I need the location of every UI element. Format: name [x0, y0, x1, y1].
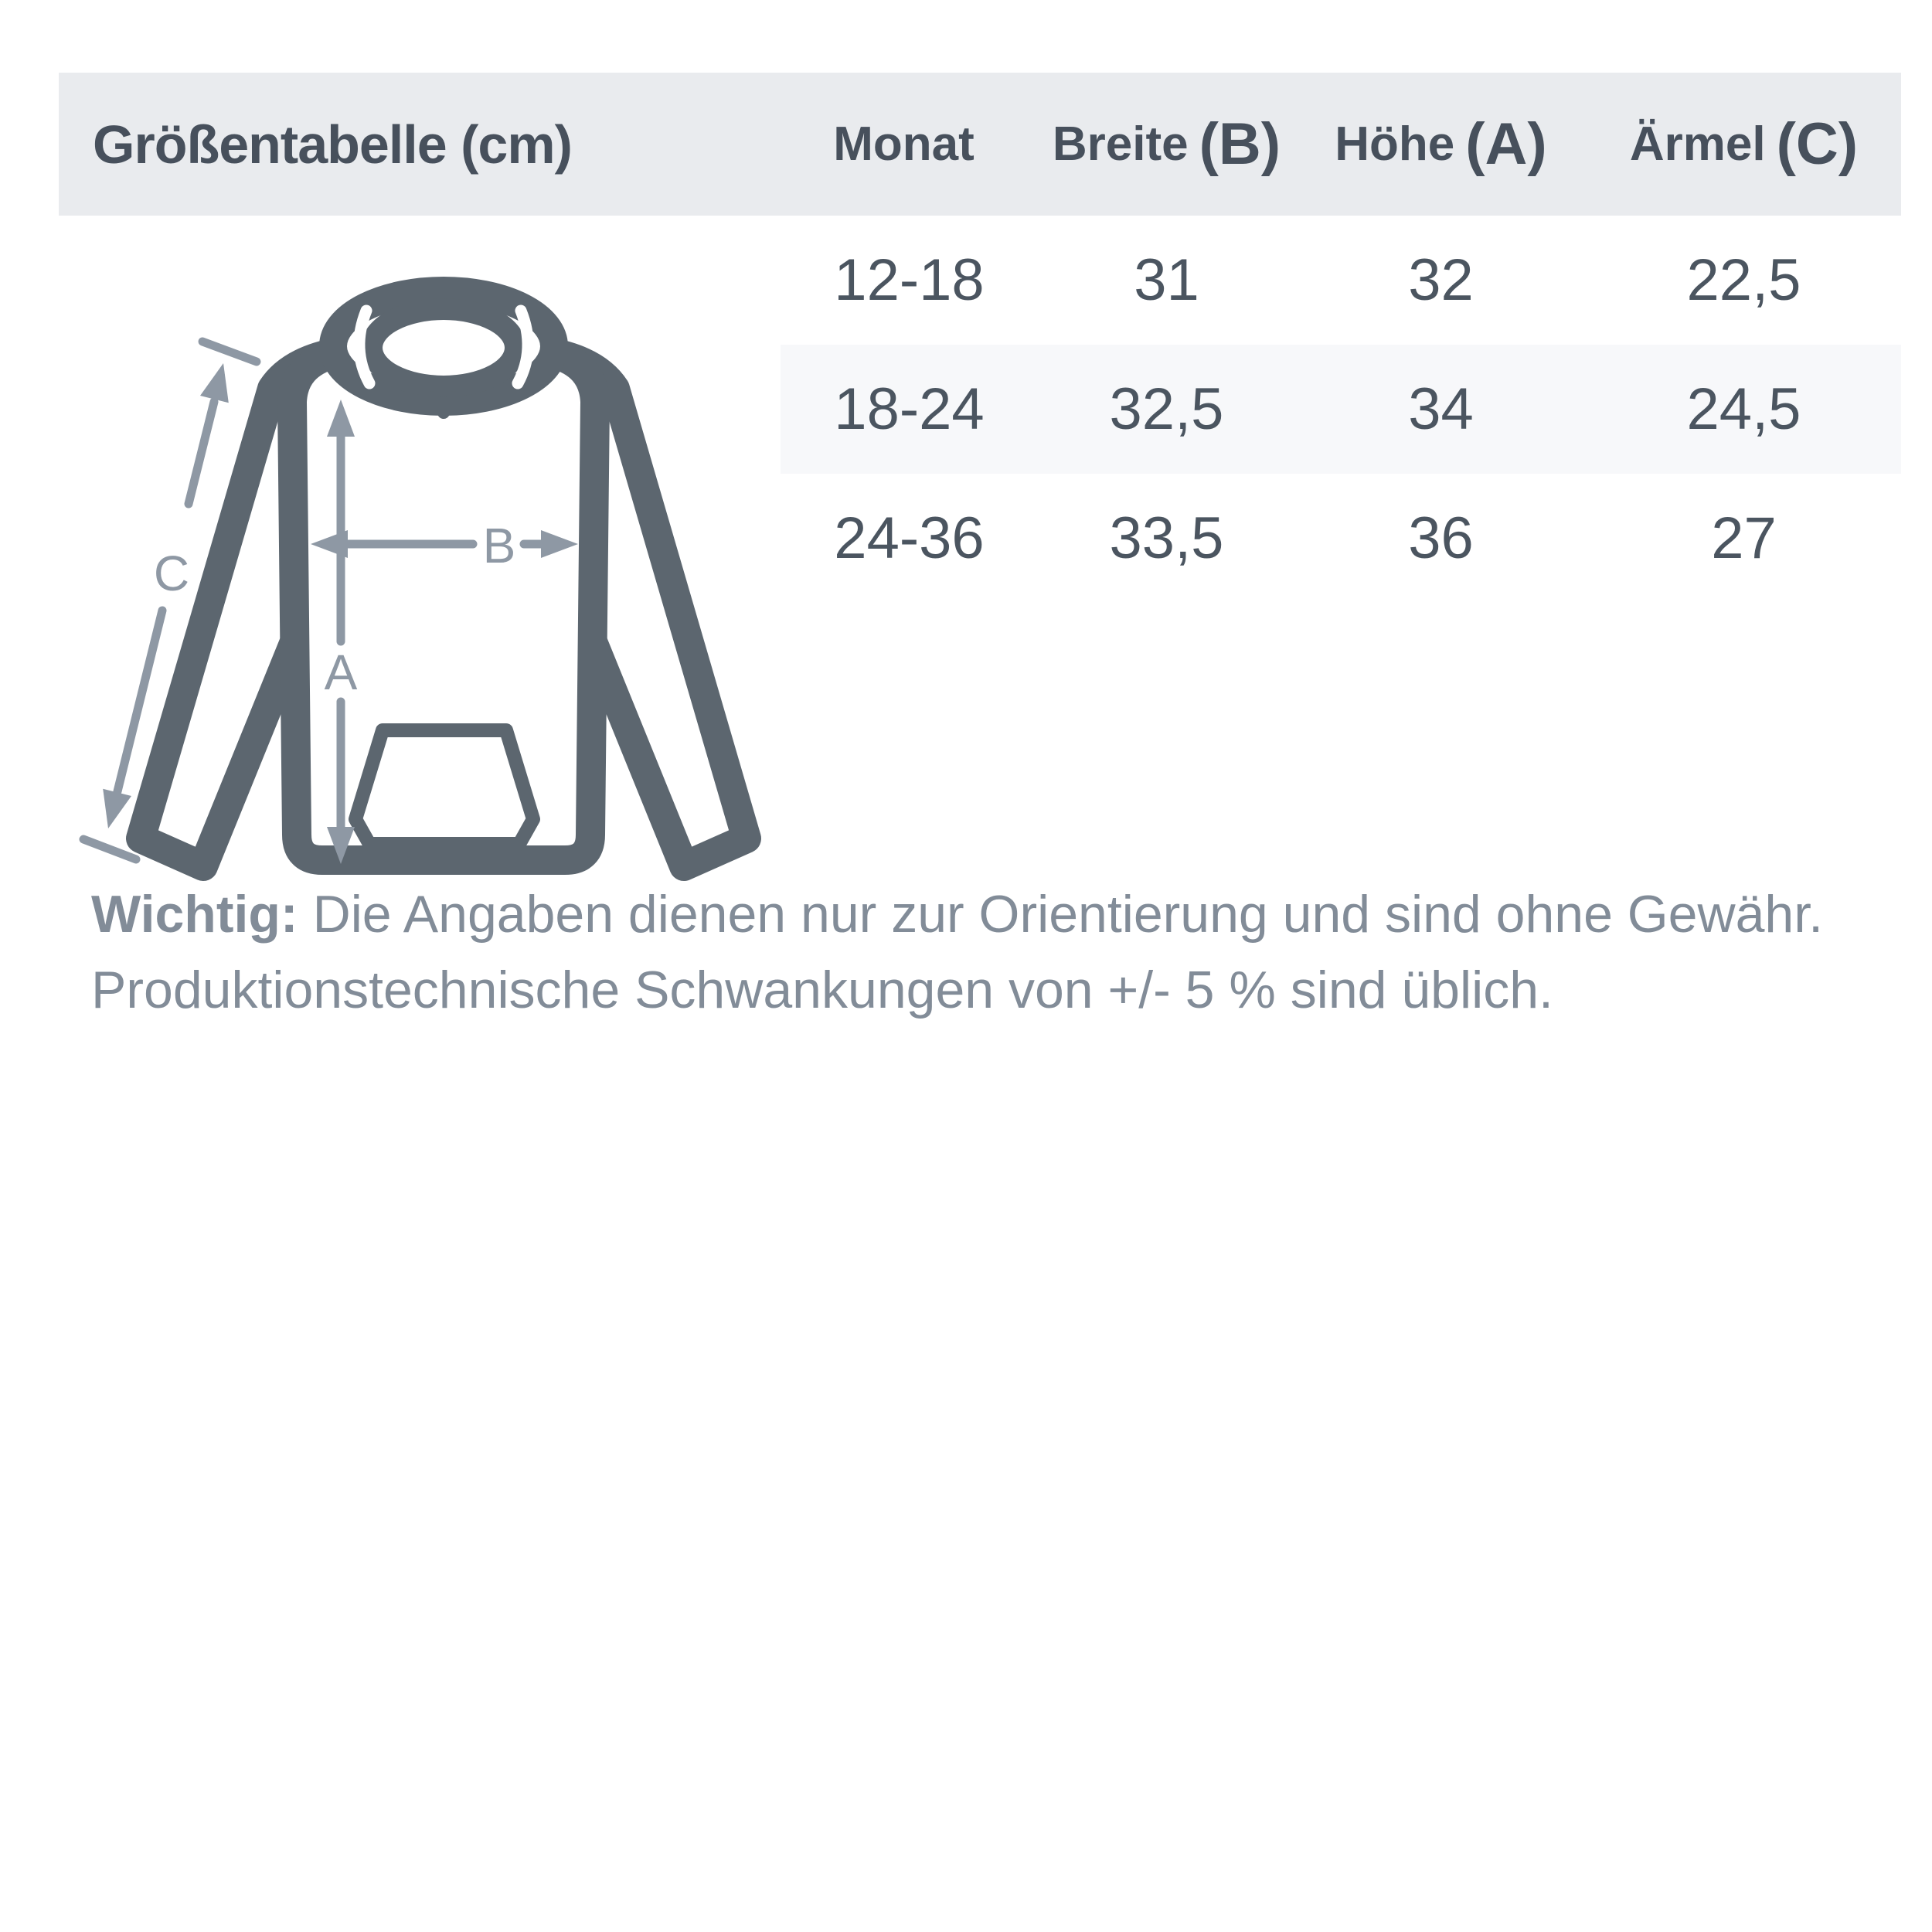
cell-hoehe: 34: [1408, 376, 1474, 442]
cell-breite: 31: [1134, 247, 1199, 313]
column-header-label: Breite: [1052, 117, 1189, 171]
column-header-code: (A): [1465, 111, 1547, 177]
column-header-hoehe: [1295, 111, 1587, 178]
cell-hoehe: 32: [1408, 247, 1474, 313]
column-header-label: Monat: [833, 117, 975, 171]
cell-breite: 32,5: [1109, 376, 1224, 442]
cell-monat: 24-36: [834, 505, 985, 571]
cell-hoehe: 36: [1408, 505, 1474, 571]
table-row: [781, 216, 1901, 345]
dim-label-c: C: [153, 546, 190, 601]
dim-label-a: A: [324, 645, 358, 700]
disclaimer-line-1: [91, 876, 1823, 952]
hoodie-icon: [141, 291, 747, 866]
dim-label-b: B: [482, 518, 516, 573]
column-header-aermel: [1587, 111, 1901, 178]
column-header-code: (B): [1199, 111, 1281, 177]
cell-breite: 33,5: [1109, 505, 1224, 571]
hood-opening: [372, 309, 515, 386]
cell-aermel: 22,5: [1686, 247, 1801, 313]
column-header-label: Ärmel: [1629, 117, 1766, 171]
disclaimer-label: Wichtig:: [91, 885, 298, 944]
disclaimer-text: Die Angaben dienen nur zur Orientierung und sind ohne Gewähr.: [312, 885, 1824, 944]
column-header-monat: [781, 117, 1038, 172]
cell-aermel: 24,5: [1686, 376, 1801, 442]
cell-monat: 18-24: [834, 376, 985, 442]
table-header-band: [59, 73, 1901, 216]
cell-aermel: 27: [1711, 505, 1777, 571]
hoodie-measurement-diagram: [62, 216, 804, 881]
disclaimer-line-2: Produktionstechnische Schwankungen von +/- 5 % sind üblich.: [91, 961, 1553, 1019]
column-header-code: (C): [1776, 111, 1859, 177]
table-row: [781, 474, 1901, 603]
arrowhead-c-up: [200, 363, 229, 403]
column-header-label: Höhe: [1335, 117, 1455, 171]
page-title: Größentabelle (cm): [93, 114, 572, 175]
disclaimer-note: [91, 876, 1823, 1028]
kangaroo-pocket: [355, 730, 533, 844]
dim-c-tick-top: [202, 342, 257, 362]
table-row: [781, 345, 1901, 474]
arrowhead-c-down: [103, 789, 131, 828]
cell-monat: 12-18: [834, 247, 985, 313]
column-header-breite: [1038, 111, 1295, 178]
